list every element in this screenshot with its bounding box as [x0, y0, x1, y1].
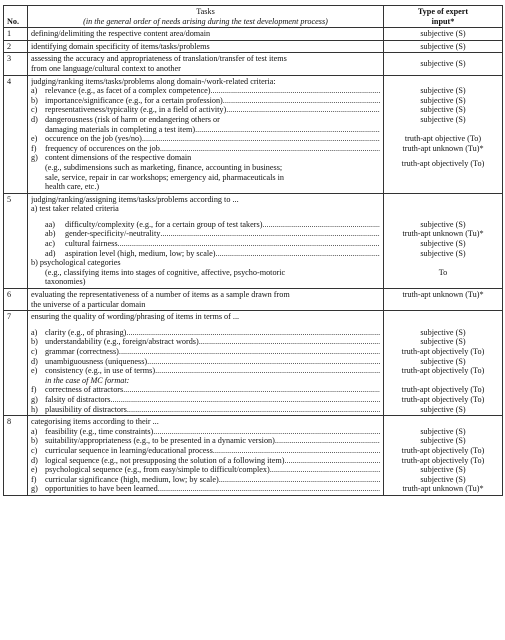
expert-input-type: subjective (S): [420, 219, 466, 229]
dot-leader: [160, 144, 380, 154]
expert-input-type: subjective (S): [420, 436, 466, 446]
list-item: [31, 337, 380, 347]
list-item: [31, 105, 380, 115]
table-row: [4, 53, 503, 75]
item-label: c): [31, 445, 38, 455]
task-text: from one language/cultural context to another: [31, 63, 181, 73]
item-text: logical sequence (e.g., not presupposing the solution of a following item): [45, 455, 285, 465]
expert-input-type: subjective (S): [420, 474, 466, 484]
table-row: [4, 311, 503, 416]
item-label: f): [31, 143, 37, 153]
item-label: f): [31, 474, 37, 484]
item-label: e): [31, 465, 38, 475]
header-row: [4, 6, 503, 28]
item-label: d): [31, 455, 38, 465]
item-label: f): [31, 385, 37, 395]
item-text: importance/significance (e.g., for a certain profession): [45, 95, 223, 105]
list-item: [31, 484, 380, 494]
item-text: clarity (e.g., of phrasing): [45, 327, 127, 337]
item-text: understandability (e.g., foreign/abstract words): [45, 337, 199, 347]
item-detail: health care, etc.): [45, 182, 100, 192]
task-text: identifying domain specificity of items/tasks/problems: [28, 40, 384, 53]
item-detail: sale, service, repair in car workshops; emergency aid, pharmaceuticals in: [45, 172, 285, 182]
list-item: [31, 456, 380, 466]
dot-leader: [126, 328, 380, 338]
item-label: g): [31, 153, 38, 163]
task-cell: [28, 53, 384, 75]
expert-input-type: subjective (S): [384, 28, 503, 41]
table-row: [4, 193, 503, 288]
item-label: g): [31, 484, 38, 494]
task-text: assessing the accuracy and appropriateness of translation/transfer of test items: [31, 54, 287, 64]
item-label: aa): [45, 219, 55, 229]
task-intro: judging/ranking items/tasks/problems along domain-/work-related criteria:: [31, 76, 276, 86]
expert-input-type: subjective (S): [420, 327, 466, 337]
expert-input-type: truth-apt objective (To): [404, 134, 482, 144]
header-tasks: [28, 6, 384, 28]
table-row: [4, 416, 503, 496]
dot-leader: [213, 446, 380, 456]
item-text: representativeness/typicality (e.g., in a field of activity): [45, 105, 227, 115]
subgroup-heading: a) test taker related criteria: [31, 204, 119, 214]
expert-input-type: truth-apt unknown (Tu)*: [384, 289, 503, 311]
item-text: dangerousness (risk of harm or endangering others or: [45, 114, 220, 124]
header-no: No.: [4, 6, 28, 28]
task-intro: judging/ranking/assigning items/tasks/problems according to ...: [31, 194, 239, 204]
type-cell: [384, 416, 503, 496]
list-item: [31, 405, 380, 415]
header-type-line2: input*: [431, 16, 455, 26]
table-row: [4, 289, 503, 311]
expert-input-type: subjective (S): [420, 86, 466, 96]
expert-input-type: truth-apt objectively (To): [401, 385, 485, 395]
dot-leader: [147, 357, 380, 367]
dot-leader: [127, 405, 380, 415]
dot-leader: [155, 366, 380, 376]
dot-leader: [119, 347, 380, 357]
item-label: ac): [45, 239, 55, 249]
dot-leader: [118, 239, 380, 249]
item-text: curricular significance (high, medium, low; by scale): [45, 474, 219, 484]
item-label: b): [31, 337, 38, 347]
expert-input-type: subjective (S): [420, 105, 466, 115]
dot-leader: [275, 436, 380, 446]
item-detail: (e.g., subdimensions such as marketing, finance, accounting in business;: [45, 162, 283, 172]
header-tasks-title: Tasks: [196, 7, 215, 16]
list-item: [31, 385, 380, 395]
item-label: a): [31, 327, 38, 337]
item-detail: (e.g., classifying items into stages of cognitive, affective, psycho-motoric: [45, 267, 286, 277]
list-item: [31, 357, 380, 367]
type-cell: [384, 311, 503, 416]
list-item: [31, 427, 380, 437]
item-label: e): [31, 134, 38, 144]
dot-leader: [123, 385, 380, 395]
header-tasks-subtitle: (in the general order of needs arising during the test development process): [83, 16, 328, 26]
item-label: c): [31, 347, 38, 356]
item-label: h): [31, 404, 38, 414]
expert-input-type: subjective (S): [384, 40, 503, 53]
row-number: 2: [4, 40, 28, 53]
list-item: [31, 153, 380, 163]
dot-leader: [160, 229, 380, 239]
item-text: falsity of distractors: [45, 394, 111, 404]
list-item: [31, 115, 380, 125]
dot-leader: [262, 220, 380, 230]
item-label: d): [31, 114, 38, 124]
item-label: d): [31, 356, 38, 366]
item-label: b): [31, 436, 38, 446]
list-item: [31, 347, 380, 357]
expert-input-type: subjective (S): [420, 337, 466, 347]
expert-input-type: truth-apt objectively (To): [401, 394, 485, 404]
dot-leader: [195, 125, 380, 135]
dot-leader: [216, 249, 380, 259]
expert-input-type: subjective (S): [420, 404, 466, 414]
expert-input-type: subjective (S): [420, 239, 466, 249]
item-text: grammar (correctness): [45, 347, 119, 356]
item-label: b): [31, 95, 38, 105]
mc-format-heading: in the case of MC format:: [45, 375, 130, 385]
list-item: [31, 328, 380, 338]
list-item: [31, 465, 380, 475]
item-label: a): [31, 86, 38, 96]
dot-leader: [153, 427, 380, 437]
type-cell: [384, 193, 503, 288]
row-number: 3: [4, 53, 28, 75]
expert-input-type: subjective (S): [420, 426, 466, 436]
item-label: a): [31, 426, 38, 436]
row-number: 8: [4, 416, 28, 496]
expert-input-type: subjective (S): [420, 465, 466, 475]
item-text: content dimensions of the respective domain: [45, 153, 192, 163]
item-text: psychological sequence (e.g., from easy/simple to difficult/complex): [45, 465, 270, 475]
list-item: [31, 86, 380, 96]
task-intro: categorising items according to their ...: [31, 417, 159, 427]
item-text: feasibility (e.g., time constraints): [45, 426, 154, 436]
item-text: cultural fairness: [65, 239, 118, 249]
header-type-line1: Type of expert: [417, 7, 469, 16]
item-label: e): [31, 366, 38, 376]
type-cell: [384, 75, 503, 193]
item-text: occurence on the job (yes/no): [45, 134, 142, 144]
list-item: [31, 366, 380, 376]
expert-input-type: truth-apt objectively (To): [401, 455, 485, 465]
dot-leader: [110, 395, 380, 405]
item-text: unambiguousness (uniqueness): [45, 356, 148, 366]
expert-input-type: subjective (S): [384, 53, 503, 75]
expert-input-type: truth-apt objectively (To): [401, 347, 485, 356]
item-label: g): [31, 394, 38, 404]
item-text: curricular sequence in learning/educational process: [45, 445, 213, 455]
expert-input-type: subjective (S): [420, 95, 466, 105]
item-text: relevance (e.g., as facet of a complex competence): [45, 86, 211, 96]
dot-leader: [142, 134, 380, 144]
expert-input-type: subjective (S): [420, 114, 466, 124]
item-text: damaging materials in completing a test item): [45, 124, 196, 134]
dot-leader: [199, 337, 380, 347]
dot-leader: [210, 86, 380, 96]
item-text: frequency of occurences on the job: [45, 143, 160, 153]
expert-input-table: [3, 5, 503, 496]
dot-leader: [284, 456, 380, 466]
expert-input-type: truth-apt unknown (Tu)*: [402, 143, 484, 153]
list-item: [31, 436, 380, 446]
task-cell: [28, 416, 384, 496]
list-item: [31, 96, 380, 106]
list-item: [31, 144, 380, 154]
list-item: [31, 239, 380, 249]
list-item: [31, 220, 380, 230]
list-item: [31, 475, 380, 485]
item-text: difficulty/complexity (e.g., for a certain group of test takers): [65, 219, 263, 229]
expert-input-type: truth-apt objectively (To): [401, 366, 485, 376]
item-text: aspiration level (high, medium, low; by scale): [65, 248, 216, 258]
item-label: ab): [45, 229, 56, 239]
table-row: [4, 40, 503, 53]
task-text: defining/delimiting the respective content area/domain: [28, 28, 384, 41]
item-text: plausibility of distractors: [45, 404, 127, 414]
item-label: c): [31, 105, 38, 115]
expert-input-type: truth-apt objectively (To): [401, 159, 485, 169]
dot-leader: [226, 105, 380, 115]
dot-leader: [223, 96, 380, 106]
item-text: consistency (e.g., in use of terms): [45, 366, 156, 376]
item-text: correctness of attractors: [45, 385, 124, 395]
list-item: [31, 395, 380, 405]
header-type: [384, 6, 503, 28]
item-label: ad): [45, 248, 56, 258]
task-cell: [28, 193, 384, 288]
task-text: evaluating the representativeness of a number of items as a sample drawn from: [31, 290, 290, 300]
task-cell: [28, 75, 384, 193]
item-detail: taxonomies): [45, 277, 86, 287]
list-item: [31, 446, 380, 456]
item-label: [31, 125, 45, 135]
list-item: [31, 249, 380, 259]
dot-leader: [158, 484, 380, 494]
item-text: opportunities to have been learned: [45, 484, 158, 494]
list-item: [31, 125, 380, 135]
expert-input-type: subjective (S): [420, 248, 466, 258]
expert-input-type: truth-apt unknown (Tu)*: [402, 484, 484, 494]
row-number: 4: [4, 75, 28, 193]
row-number: 6: [4, 289, 28, 311]
list-item: [31, 229, 380, 239]
task-intro: ensuring the quality of wording/phrasing of items in terms of ...: [31, 312, 240, 322]
subgroup-heading: b) psychological categories: [31, 258, 121, 268]
dot-leader: [219, 475, 380, 485]
item-text: gender-specificity/-neutrality: [65, 229, 161, 239]
list-item: [31, 134, 380, 144]
table-row: [4, 28, 503, 41]
row-number: 7: [4, 311, 28, 416]
row-number: 1: [4, 28, 28, 41]
task-cell: [28, 289, 384, 311]
row-number: 5: [4, 193, 28, 288]
expert-input-type: truth-apt objectively (To): [401, 445, 485, 455]
dot-leader: [270, 465, 380, 475]
expert-input-type: To: [438, 267, 448, 277]
table-row: [4, 75, 503, 193]
task-cell: [28, 311, 384, 416]
expert-input-type: subjective (S): [420, 356, 466, 366]
task-text: the universe of a particular domain: [31, 299, 146, 309]
item-text: suitability/appropriateness (e.g., to be presented in a dynamic version): [45, 436, 275, 446]
expert-input-type: truth-apt unknown (Tu)*: [402, 229, 484, 239]
